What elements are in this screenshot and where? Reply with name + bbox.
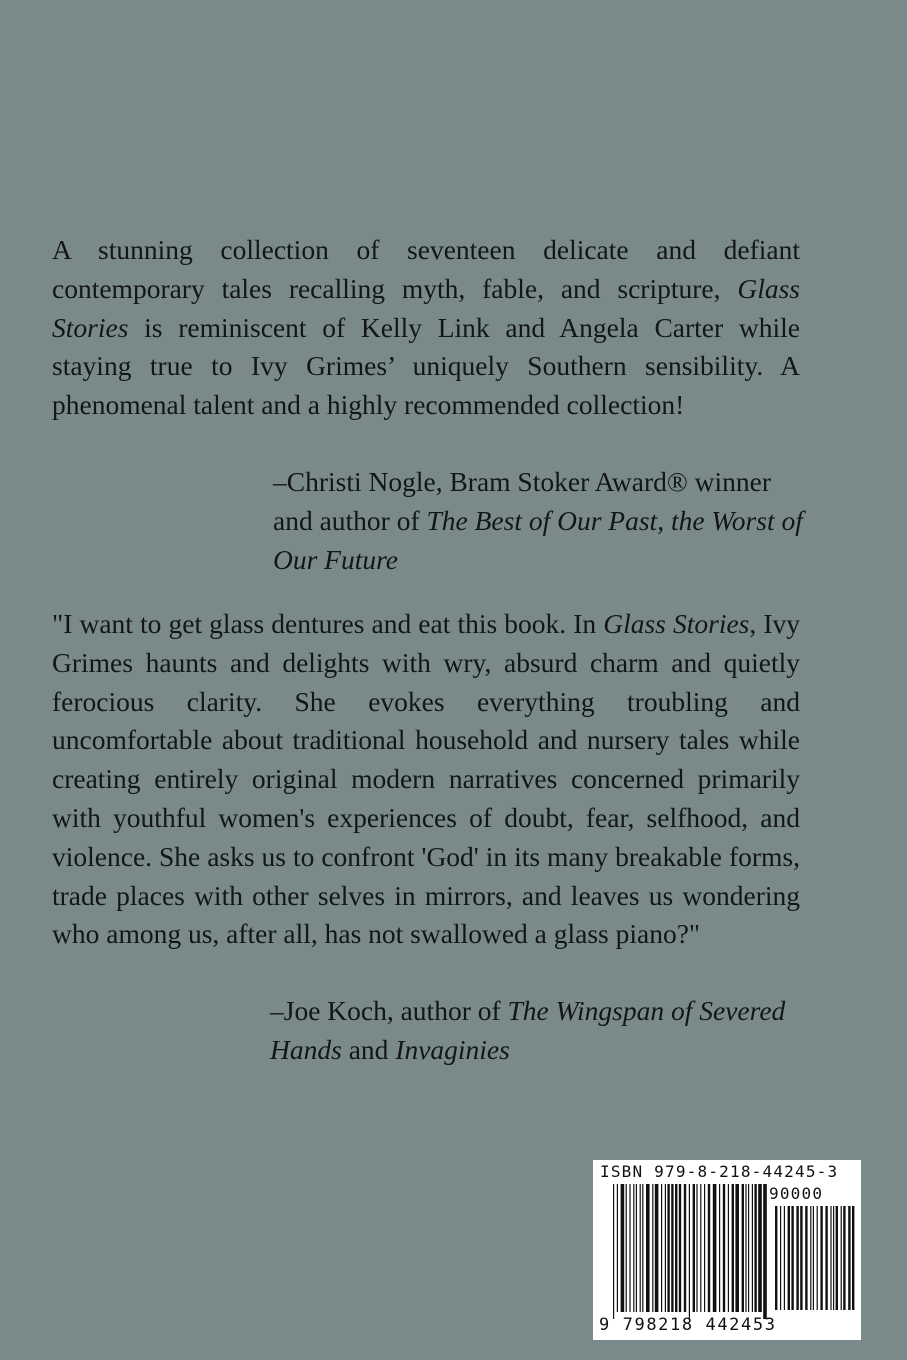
barcode-bar <box>642 1184 643 1312</box>
blurb-text: "I want to get glass dentures and eat this book. In <box>52 608 604 639</box>
barcode-bar <box>825 1206 827 1310</box>
review-blurb-nogle <box>52 231 800 425</box>
barcode-bar <box>758 1184 762 1312</box>
barcode-bar <box>754 1184 756 1312</box>
barcode-bar <box>784 1206 785 1310</box>
barcode-bar <box>763 1184 767 1319</box>
barcode-bar <box>629 1184 630 1312</box>
barcode-bar <box>728 1184 729 1312</box>
barcode-bar <box>684 1184 686 1312</box>
barcode-bar <box>732 1184 734 1312</box>
barcode-bar <box>796 1206 798 1310</box>
barcode-bar <box>696 1184 697 1312</box>
barcode-bar <box>813 1206 814 1310</box>
blurb-text: A stunning collection of seventeen delicate and defiant contemporary tales recalling myth, fable, and scripture, <box>52 234 800 304</box>
barcode-bar <box>788 1206 790 1310</box>
barcode-bar <box>626 1184 627 1312</box>
book-title-glass-stories: Glass Stories <box>603 608 750 639</box>
barcode-bar <box>704 1184 705 1312</box>
price-code: 90000 <box>769 1184 824 1203</box>
attribution-book-title: The Wingspan of Severed Hands <box>270 995 786 1065</box>
ean-digits: 9 798218 442453 <box>599 1315 777 1335</box>
barcode-bar <box>817 1206 818 1310</box>
barcode-bar <box>708 1184 710 1312</box>
barcode-bar <box>780 1206 781 1310</box>
barcode-bar <box>836 1206 838 1310</box>
barcode-bar <box>665 1184 666 1312</box>
barcode-bar <box>841 1206 842 1310</box>
barcode-bar <box>661 1184 662 1312</box>
barcode-bar <box>679 1184 681 1312</box>
review-blurb-koch <box>52 605 800 954</box>
barcode-bar <box>636 1184 637 1312</box>
barcode-bar <box>655 1184 659 1312</box>
book-title-glass-stories: Glass Stories <box>52 272 800 343</box>
barcode-bar <box>820 1206 822 1310</box>
attribution-author: –Joe Koch, author of <box>270 995 508 1026</box>
barcode-bar <box>671 1184 673 1312</box>
barcode-bar <box>713 1184 717 1312</box>
barcode-bar <box>675 1184 677 1312</box>
barcode-bar <box>745 1184 746 1312</box>
barcode-bar <box>700 1184 701 1312</box>
barcode-bar <box>723 1184 725 1312</box>
isbn-barcode <box>593 1160 861 1340</box>
barcode-bar <box>633 1184 634 1312</box>
attribution-nogle <box>273 463 813 579</box>
barcode-bar <box>693 1184 695 1312</box>
barcode-bar <box>830 1206 831 1310</box>
barcode-bar <box>621 1184 625 1312</box>
attribution-connector: and <box>341 1033 396 1065</box>
attribution-koch <box>270 992 830 1070</box>
barcode-bar <box>689 1184 690 1319</box>
barcode-bar <box>667 1184 669 1312</box>
barcode-bar <box>617 1184 618 1312</box>
barcode-bar <box>752 1184 753 1312</box>
attribution-book-title: Invaginies <box>395 1033 510 1065</box>
barcode-bar <box>748 1184 749 1312</box>
barcode-bar <box>775 1206 777 1310</box>
barcode-bar <box>640 1184 641 1312</box>
isbn-label: ISBN 979-8-218-44245-3 <box>600 1162 839 1181</box>
barcode-bar <box>735 1184 739 1312</box>
barcode-bar <box>613 1184 614 1319</box>
blurb-text: is reminiscent of Kelly Link and Angela Carter while staying true to Ivy Grimes’ uniquely Southern sensibility. A phenomenal talent and a highly recommended collection! <box>52 311 800 421</box>
barcode-bar <box>652 1184 653 1312</box>
barcode-bar <box>848 1206 850 1310</box>
attribution-book-title: The Best of Our Past, the Worst of Our Future <box>273 504 803 575</box>
attribution-author: –Christi Nogle, Bram Stoker Award® winner and author of <box>273 466 772 536</box>
barcode-bar <box>810 1206 811 1310</box>
barcode-bar <box>791 1206 793 1310</box>
barcode-bar <box>843 1206 845 1310</box>
barcode-bar <box>833 1206 834 1310</box>
barcode-bar <box>742 1184 744 1312</box>
barcode-bar <box>852 1206 854 1310</box>
barcode-bar <box>805 1206 807 1310</box>
barcode-bar <box>646 1184 650 1312</box>
barcode-bar <box>800 1206 802 1310</box>
blurb-text: , Ivy Grimes haunts and delights with wry, absurd charm and quietly ferocious clarity. She evokes everything troubling and uncomfortable about traditional household and nursery tales while creating entirely original modern narratives concerned primarily with youthful women's experiences of doubt, fear, selfhood, and violence. She asks us to confront 'God' in its many breakable forms, trade places with other selves in mirrors, and leaves us wondering who among us, after all, has not swallowed a glass piano?" <box>52 608 800 950</box>
barcode-bar <box>719 1184 720 1312</box>
